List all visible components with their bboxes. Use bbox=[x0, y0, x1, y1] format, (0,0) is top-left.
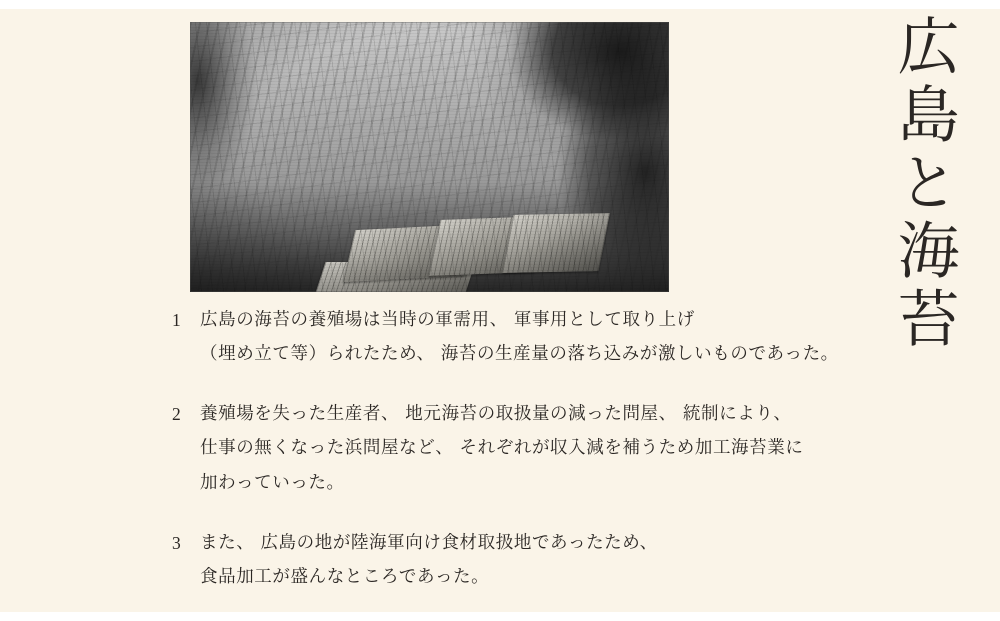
list-item-line: 広島の海苔の養殖場は当時の軍需用、 軍事用として取り上げ bbox=[200, 310, 695, 330]
list-item-line: また、 広島の地が陸海軍向け食材取扱地であったため、 bbox=[200, 532, 658, 553]
list-item-body bbox=[200, 526, 972, 594]
list-item-body bbox=[200, 303, 972, 371]
list-item-line: 養殖場を失った生産者、 地元海苔の取扱量の減った問屋、 統制により、 bbox=[200, 404, 792, 425]
list-item-number: 3 bbox=[172, 532, 181, 553]
list-item-line: 加わっていった。 bbox=[200, 472, 345, 493]
list-item-number: 1 bbox=[172, 310, 181, 330]
page-title: 広島と海苔 bbox=[887, 14, 960, 354]
list-item-number: 2 bbox=[172, 404, 181, 425]
letterbox-bottom bbox=[0, 612, 1000, 621]
list-item-line: （埋め立て等）られたため、 海苔の生産量の落ち込みが激しいものであった。 bbox=[200, 344, 839, 365]
list-item bbox=[172, 526, 972, 594]
letterbox-top bbox=[0, 0, 1000, 9]
historic-photo bbox=[190, 22, 669, 292]
list-item-line: 食品加工が盛んなところであった。 bbox=[200, 566, 490, 587]
list-item-line: 仕事の無くなった浜問屋など、 それぞれが収入減を補うため加工海苔業に bbox=[200, 438, 804, 459]
photo-border bbox=[190, 22, 669, 292]
list-item bbox=[172, 397, 972, 499]
numbered-list bbox=[172, 303, 972, 620]
list-item bbox=[172, 303, 972, 371]
list-item-body bbox=[200, 397, 972, 499]
